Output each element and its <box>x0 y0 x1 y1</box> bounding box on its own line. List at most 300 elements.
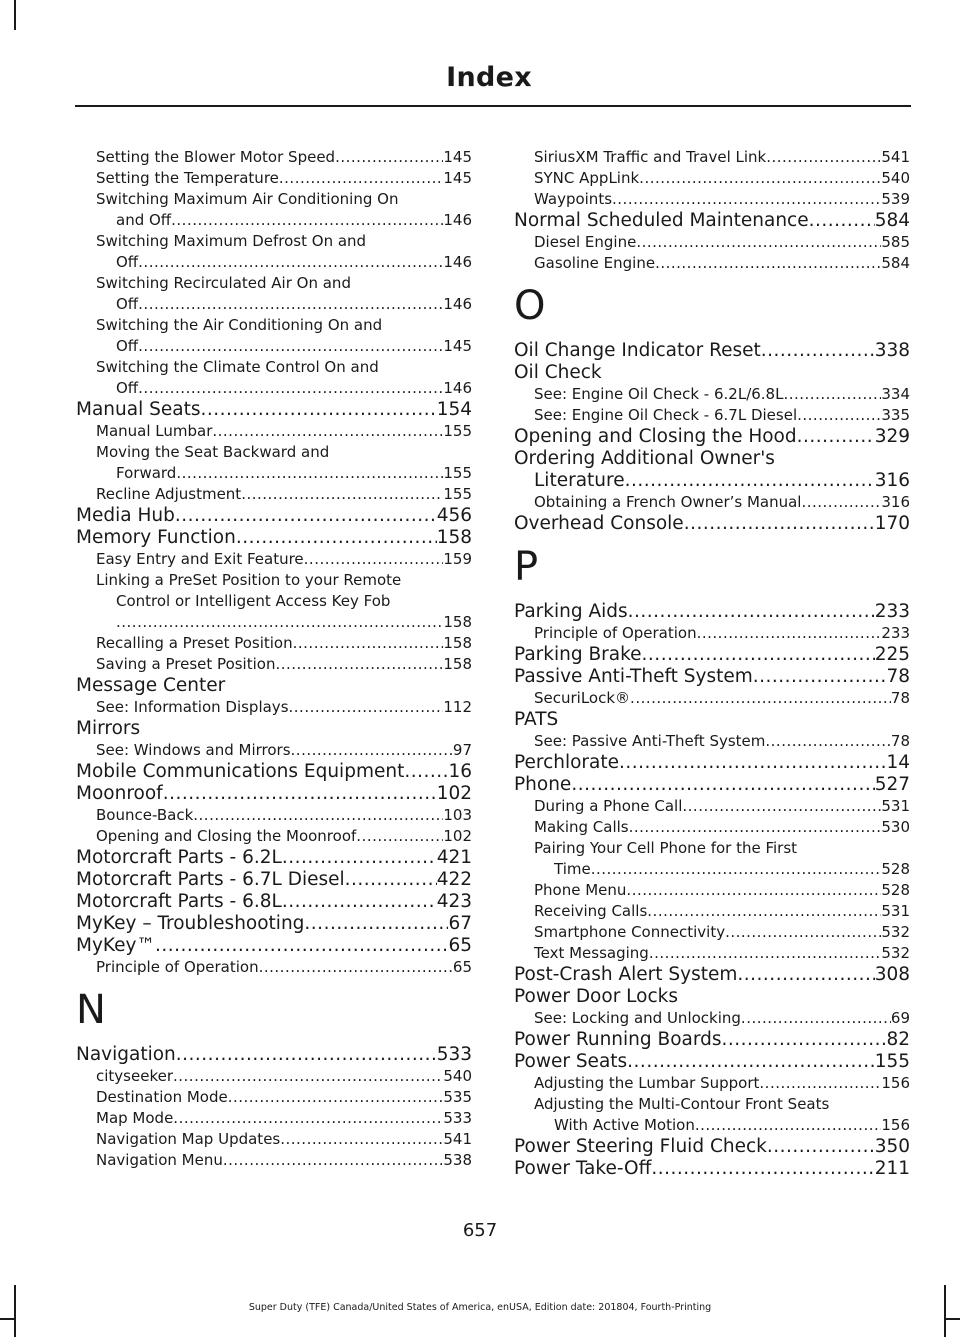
index-entry[interactable] <box>514 1029 910 1051</box>
leader-dots <box>591 859 882 880</box>
leader-dots <box>212 421 443 442</box>
entry-label: Opening and Closing the Hood <box>514 426 797 447</box>
leader-dots <box>289 697 444 718</box>
entry-page: 155 <box>874 1051 910 1072</box>
leader-dots <box>282 891 437 913</box>
entry-page: 316 <box>881 493 910 511</box>
index-subentry[interactable] <box>76 315 472 357</box>
entry-page: 233 <box>874 601 910 622</box>
leader-dots <box>695 1115 882 1136</box>
entry-label: Navigation Menu <box>96 1151 223 1169</box>
index-subentry[interactable] <box>514 838 910 880</box>
leader-dots <box>404 761 448 783</box>
entry-page: 146 <box>443 253 472 271</box>
leader-dots <box>279 168 443 189</box>
entry-page: 532 <box>881 944 910 962</box>
entry-label: Adjusting the Multi-Contour Front Seats <box>534 1095 830 1113</box>
section-letter: P <box>514 544 539 590</box>
index-column-right <box>514 147 910 1180</box>
leader-dots <box>628 601 875 623</box>
entry-page: 145 <box>443 169 472 187</box>
index-subentry[interactable] <box>514 901 910 922</box>
index-entry[interactable] <box>76 783 472 805</box>
entry-label-cont: Off <box>116 379 139 397</box>
index-entry[interactable] <box>514 752 910 774</box>
index-entry[interactable] <box>76 891 472 913</box>
index-subentry[interactable] <box>514 731 910 752</box>
entry-page: 155 <box>443 485 472 503</box>
entry-page: 211 <box>874 1158 910 1179</box>
index-subentry[interactable] <box>76 357 472 399</box>
entry-page: 533 <box>443 1109 472 1127</box>
index-entry[interactable] <box>514 210 910 232</box>
entry-label: Parking Aids <box>514 601 628 622</box>
index-subentry[interactable] <box>514 168 910 189</box>
entry-page: 540 <box>881 169 910 187</box>
entry-label-cont: Forward <box>116 464 177 482</box>
index-subentry[interactable] <box>76 147 472 168</box>
entry-page: 97 <box>452 741 472 759</box>
index-subentry[interactable] <box>514 796 910 817</box>
entry-label: Recalling a Preset Position <box>96 634 293 652</box>
entry-page: 159 <box>443 550 472 568</box>
entry-page: 102 <box>443 827 472 845</box>
leader-dots <box>223 1150 444 1171</box>
index-subentry[interactable] <box>76 654 472 675</box>
entry-label: See: Engine Oil Check - 6.2L/6.8L <box>534 385 784 403</box>
entry-page: 584 <box>874 210 910 231</box>
entry-page: 528 <box>881 881 910 899</box>
entry-page: 156 <box>881 1116 910 1134</box>
leader-dots <box>116 612 443 633</box>
entry-page: 158 <box>443 613 472 631</box>
index-subentry[interactable] <box>514 623 910 644</box>
entry-label: Switching Maximum Air Conditioning On <box>96 190 399 208</box>
entry-page: 146 <box>443 211 472 229</box>
leader-dots <box>619 752 886 774</box>
leader-dots <box>335 147 443 168</box>
index-subentry[interactable] <box>76 1108 472 1129</box>
index-entry[interactable] <box>76 505 472 527</box>
entry-page: 527 <box>874 774 910 795</box>
entry-page: 82 <box>886 1029 910 1050</box>
leader-dots <box>356 826 443 847</box>
entry-label-cont: Time <box>554 860 591 878</box>
index-subentry[interactable] <box>76 1129 472 1150</box>
entry-label: Destination Mode <box>96 1088 228 1106</box>
index-entry[interactable] <box>76 913 472 935</box>
leader-dots <box>200 399 436 421</box>
index-subentry[interactable] <box>76 740 472 761</box>
leader-dots <box>682 796 881 817</box>
entry-label: SiriusXM Traffic and Travel Link <box>534 148 767 166</box>
leader-dots <box>175 505 437 527</box>
index-entry[interactable] <box>76 847 472 869</box>
index-heading: Mirrors <box>76 718 141 739</box>
leader-dots <box>783 384 881 405</box>
crop-mark-bottom-left <box>0 1318 14 1320</box>
entry-page: 78 <box>886 666 910 687</box>
leader-dots <box>684 513 875 535</box>
entry-page: 146 <box>443 295 472 313</box>
index-subentry[interactable] <box>514 817 910 838</box>
entry-label: Motorcraft Parts - 6.8L <box>76 891 282 912</box>
leader-dots <box>642 644 875 666</box>
leader-dots <box>138 252 443 273</box>
leader-dots <box>697 623 882 644</box>
index-subentry[interactable] <box>76 957 472 978</box>
index-heading: Power Door Locks <box>514 986 679 1007</box>
entry-page: 585 <box>881 233 910 251</box>
index-subentry[interactable] <box>76 633 472 654</box>
entry-label: Pairing Your Cell Phone for the First <box>534 839 798 857</box>
index-subentry[interactable] <box>514 880 910 901</box>
index-entry[interactable] <box>76 1044 472 1066</box>
leader-dots <box>651 1158 874 1180</box>
entry-page: 67 <box>448 913 472 934</box>
index-subentry[interactable] <box>76 168 472 189</box>
index-subentry[interactable] <box>514 232 910 253</box>
entry-page: 69 <box>890 1009 910 1027</box>
entry-label: Map Mode <box>96 1109 174 1127</box>
crop-mark-top-left <box>14 0 16 30</box>
entry-label: Recline Adjustment <box>96 485 242 503</box>
entry-label: Navigation Map Updates <box>96 1130 281 1148</box>
index-entry[interactable] <box>514 666 910 688</box>
leader-dots <box>655 253 881 274</box>
index-entry[interactable] <box>76 761 472 783</box>
index-subentry[interactable] <box>76 442 472 484</box>
leader-dots <box>797 426 875 448</box>
entry-page: 158 <box>436 527 472 548</box>
leader-dots <box>259 957 453 978</box>
entry-label: Post-Crash Alert System <box>514 964 738 985</box>
entry-label: Switching Recirculated Air On and <box>96 274 351 292</box>
entry-page: 102 <box>436 783 472 804</box>
entry-label: Receiving Calls <box>534 902 648 920</box>
entry-label: Switching the Climate Control On and <box>96 358 379 376</box>
leader-dots <box>630 688 891 709</box>
index-subentry[interactable] <box>514 147 910 168</box>
entry-page: 78 <box>890 732 910 750</box>
entry-label: Moving the Seat Backward and <box>96 443 330 461</box>
entry-label: Bounce-Back <box>96 806 194 824</box>
entry-label: Linking a PreSet Position to your Remote <box>96 571 402 589</box>
leader-dots <box>725 922 881 943</box>
entry-label-cont: Off <box>116 253 139 271</box>
entry-label-cont: Literature <box>534 470 625 491</box>
index-heading: Oil Check <box>514 362 602 383</box>
entry-page: 170 <box>874 513 910 534</box>
entry-page: 308 <box>874 964 910 985</box>
leader-dots <box>138 294 443 315</box>
entry-page: 422 <box>436 869 472 890</box>
entry-page: 78 <box>890 689 910 707</box>
index-subentry[interactable] <box>514 922 910 943</box>
entry-page: 423 <box>436 891 472 912</box>
leader-dots <box>173 1066 443 1087</box>
entry-page: 145 <box>443 337 472 355</box>
index-entry[interactable] <box>514 513 910 535</box>
index-subentry[interactable] <box>76 273 472 315</box>
leader-dots <box>612 189 881 210</box>
index-subentry[interactable] <box>514 1094 910 1136</box>
index-subentry[interactable] <box>76 421 472 442</box>
index-subentry[interactable] <box>76 1087 472 1108</box>
entry-label: Perchlorate <box>514 752 620 773</box>
index-subentry[interactable] <box>514 492 910 513</box>
entry-label: Passive Anti-Theft System <box>514 666 753 687</box>
entry-label: Power Steering Fluid Check <box>514 1136 767 1157</box>
leader-dots <box>722 1029 887 1051</box>
index-subentry[interactable] <box>514 189 910 210</box>
leader-dots <box>636 232 881 253</box>
entry-label: Diesel Engine <box>534 233 637 251</box>
index-entry[interactable] <box>76 527 472 549</box>
entry-page: 316 <box>874 470 910 491</box>
entry-page: 112 <box>443 698 472 716</box>
entry-label: See: Passive Anti-Theft System <box>534 732 766 750</box>
entry-label: During a Phone Call <box>534 797 683 815</box>
index-subentry[interactable] <box>514 1073 910 1094</box>
index-entry[interactable] <box>514 964 910 986</box>
entry-label: Motorcraft Parts - 6.2L <box>76 847 282 868</box>
index-subentry[interactable] <box>514 943 910 964</box>
page-number: 657 <box>462 1220 498 1241</box>
entry-page: 538 <box>443 1151 472 1169</box>
entry-page: 531 <box>881 797 910 815</box>
leader-dots <box>155 935 449 957</box>
entry-label: See: Engine Oil Check - 6.7L Diesel <box>534 406 798 424</box>
entry-label: Switching Maximum Defrost On and <box>96 232 367 250</box>
leader-dots <box>801 492 881 513</box>
entry-page: 155 <box>443 464 472 482</box>
index-subentry[interactable] <box>76 231 472 273</box>
index-entry[interactable] <box>76 935 472 957</box>
entry-page: 533 <box>436 1044 472 1065</box>
index-entry[interactable] <box>514 774 910 796</box>
entry-page: 584 <box>881 254 910 272</box>
entry-page: 16 <box>448 761 472 782</box>
entry-label-cont: Control or Intelligent Access Key Fob <box>116 592 391 610</box>
entry-page: 146 <box>443 379 472 397</box>
entry-label: Power Take-Off <box>514 1158 652 1179</box>
entry-label: Smartphone Connectivity <box>534 923 726 941</box>
entry-label: Normal Scheduled Maintenance <box>514 210 809 231</box>
leader-dots <box>761 340 875 362</box>
entry-label: Setting the Blower Motor Speed <box>96 148 336 166</box>
entry-page: 156 <box>881 1074 910 1092</box>
leader-dots <box>625 470 875 492</box>
leader-dots <box>571 774 874 796</box>
entry-page: 65 <box>452 958 472 976</box>
entry-label: SYNC AppLink <box>534 169 640 187</box>
entry-page: 531 <box>881 902 910 920</box>
entry-page: 539 <box>881 190 910 208</box>
entry-page: 541 <box>443 1130 472 1148</box>
entry-page: 103 <box>443 806 472 824</box>
entry-label: Parking Brake <box>514 644 642 665</box>
index-subentry[interactable] <box>76 1150 472 1171</box>
entry-page: 158 <box>443 655 472 673</box>
entry-label: Phone Menu <box>534 881 627 899</box>
entry-label: Principle of Operation <box>534 624 697 642</box>
entry-page: 528 <box>881 860 910 878</box>
leader-dots <box>193 805 443 826</box>
entry-label: Setting the Temperature <box>96 169 279 187</box>
entry-label: Power Seats <box>514 1051 628 1072</box>
entry-label: Making Calls <box>534 818 629 836</box>
entry-label: Phone <box>514 774 572 795</box>
index-heading: PATS <box>514 709 559 730</box>
leader-dots <box>629 817 882 838</box>
index-entry[interactable] <box>76 869 472 891</box>
entry-label: See: Locking and Unlocking <box>534 1009 741 1027</box>
entry-label: Navigation <box>76 1044 176 1065</box>
leader-dots <box>280 1129 443 1150</box>
leader-dots <box>176 1044 437 1066</box>
index-entry[interactable] <box>514 340 910 362</box>
index-subentry[interactable] <box>76 484 472 505</box>
index-heading: Message Center <box>76 675 226 696</box>
leader-dots <box>275 654 443 675</box>
index-entry[interactable] <box>514 644 910 666</box>
entry-page: 540 <box>443 1067 472 1085</box>
entry-label: MyKey – Troubleshooting <box>76 913 305 934</box>
entry-label: Mobile Communications Equipment <box>76 761 405 782</box>
entry-label: Manual Seats <box>76 399 201 420</box>
entry-page: 421 <box>436 847 472 868</box>
entry-label: SecuriLock® <box>534 689 631 707</box>
index-subentry[interactable] <box>514 1008 910 1029</box>
entry-label: Motorcraft Parts - 6.7L Diesel <box>76 869 345 890</box>
entry-page: 329 <box>874 426 910 447</box>
entry-label-cont: With Active Motion <box>554 1116 695 1134</box>
entry-page: 158 <box>443 634 472 652</box>
index-subentry[interactable] <box>76 189 472 231</box>
index-subentry[interactable] <box>76 570 472 633</box>
page-title: Index <box>446 62 532 93</box>
index-subentry[interactable] <box>76 549 472 570</box>
index-subentry[interactable] <box>76 826 472 847</box>
leader-dots <box>345 869 437 891</box>
leader-dots <box>241 484 443 505</box>
leader-dots <box>138 378 443 399</box>
footer-edition: Super Duty (TFE) Canada/United States of America, enUSA, Edition date: 201804, Fourth-Printing <box>248 1302 712 1313</box>
section-letter: O <box>514 283 546 329</box>
index-entry[interactable] <box>76 399 472 421</box>
leader-dots <box>171 210 443 231</box>
leader-dots <box>293 633 444 654</box>
index-subentry[interactable] <box>76 1066 472 1087</box>
index-subentry[interactable] <box>514 384 910 405</box>
index-subentry[interactable] <box>514 253 910 274</box>
entry-label: Media Hub <box>76 505 175 526</box>
leader-dots <box>737 964 874 986</box>
entry-page: 350 <box>874 1136 910 1157</box>
entry-label: Switching the Air Conditioning On and <box>96 316 383 334</box>
entry-page: 65 <box>448 935 472 956</box>
crop-mark-bottom-right <box>946 1318 960 1320</box>
leader-dots <box>163 783 437 805</box>
entry-page: 335 <box>881 406 910 424</box>
leader-dots <box>766 147 881 168</box>
index-column-left <box>76 147 472 1171</box>
entry-label: Text Messaging <box>534 944 649 962</box>
index-entry[interactable] <box>514 601 910 623</box>
entry-label-cont: Off <box>116 337 139 355</box>
entry-label: Saving a Preset Position <box>96 655 276 673</box>
leader-dots <box>759 1073 881 1094</box>
entry-label: Principle of Operation <box>96 958 259 976</box>
entry-page: 334 <box>881 385 910 403</box>
entry-page: 145 <box>443 148 472 166</box>
entry-label: MyKey™ <box>76 935 155 956</box>
leader-dots <box>291 740 453 761</box>
leader-dots <box>627 1051 875 1073</box>
entry-label: cityseeker <box>96 1067 173 1085</box>
entry-label: Opening and Closing the Moonroof <box>96 827 357 845</box>
leader-dots <box>626 880 881 901</box>
index-subentry[interactable] <box>514 405 910 426</box>
index-entry[interactable] <box>514 448 910 492</box>
entry-label: Moonroof <box>76 783 163 804</box>
entry-label: Adjusting the Lumbar Support <box>534 1074 760 1092</box>
entry-page: 532 <box>881 923 910 941</box>
index-entry[interactable] <box>514 1136 910 1158</box>
leader-dots <box>173 1108 443 1129</box>
index-subentry[interactable] <box>514 688 910 709</box>
leader-dots <box>228 1087 444 1108</box>
leader-dots <box>741 1008 891 1029</box>
index-subentry[interactable] <box>76 805 472 826</box>
leader-dots <box>236 527 437 549</box>
entry-label: Gasoline Engine <box>534 254 656 272</box>
leader-dots <box>797 405 881 426</box>
entry-page: 535 <box>443 1088 472 1106</box>
leader-dots <box>304 913 448 935</box>
leader-dots <box>647 901 881 922</box>
leader-dots <box>304 549 444 570</box>
index-entry[interactable] <box>514 1051 910 1073</box>
entry-label-cont: Off <box>116 295 139 313</box>
leader-dots <box>176 463 443 484</box>
entry-label: Oil Change Indicator Reset <box>514 340 761 361</box>
leader-dots <box>767 1136 875 1158</box>
index-entry[interactable] <box>514 1158 910 1180</box>
leader-dots <box>138 336 443 357</box>
leader-dots <box>649 943 882 964</box>
index-subentry[interactable] <box>76 697 472 718</box>
entry-page: 338 <box>874 340 910 361</box>
entry-label: See: Information Displays <box>96 698 289 716</box>
header-rule <box>75 105 911 107</box>
entry-page: 456 <box>436 505 472 526</box>
entry-label: Overhead Console <box>514 513 684 534</box>
leader-dots <box>809 210 875 232</box>
entry-page: 541 <box>881 148 910 166</box>
entry-page: 154 <box>436 399 472 420</box>
entry-label-cont: and Off <box>116 211 172 229</box>
entry-page: 155 <box>443 422 472 440</box>
leader-dots <box>765 731 891 752</box>
entry-label: See: Windows and Mirrors <box>96 741 291 759</box>
index-entry[interactable] <box>514 426 910 448</box>
leader-dots <box>282 847 437 869</box>
entry-page: 225 <box>874 644 910 665</box>
entry-label: Obtaining a French Owner’s Manual <box>534 493 802 511</box>
leader-dots <box>753 666 887 688</box>
